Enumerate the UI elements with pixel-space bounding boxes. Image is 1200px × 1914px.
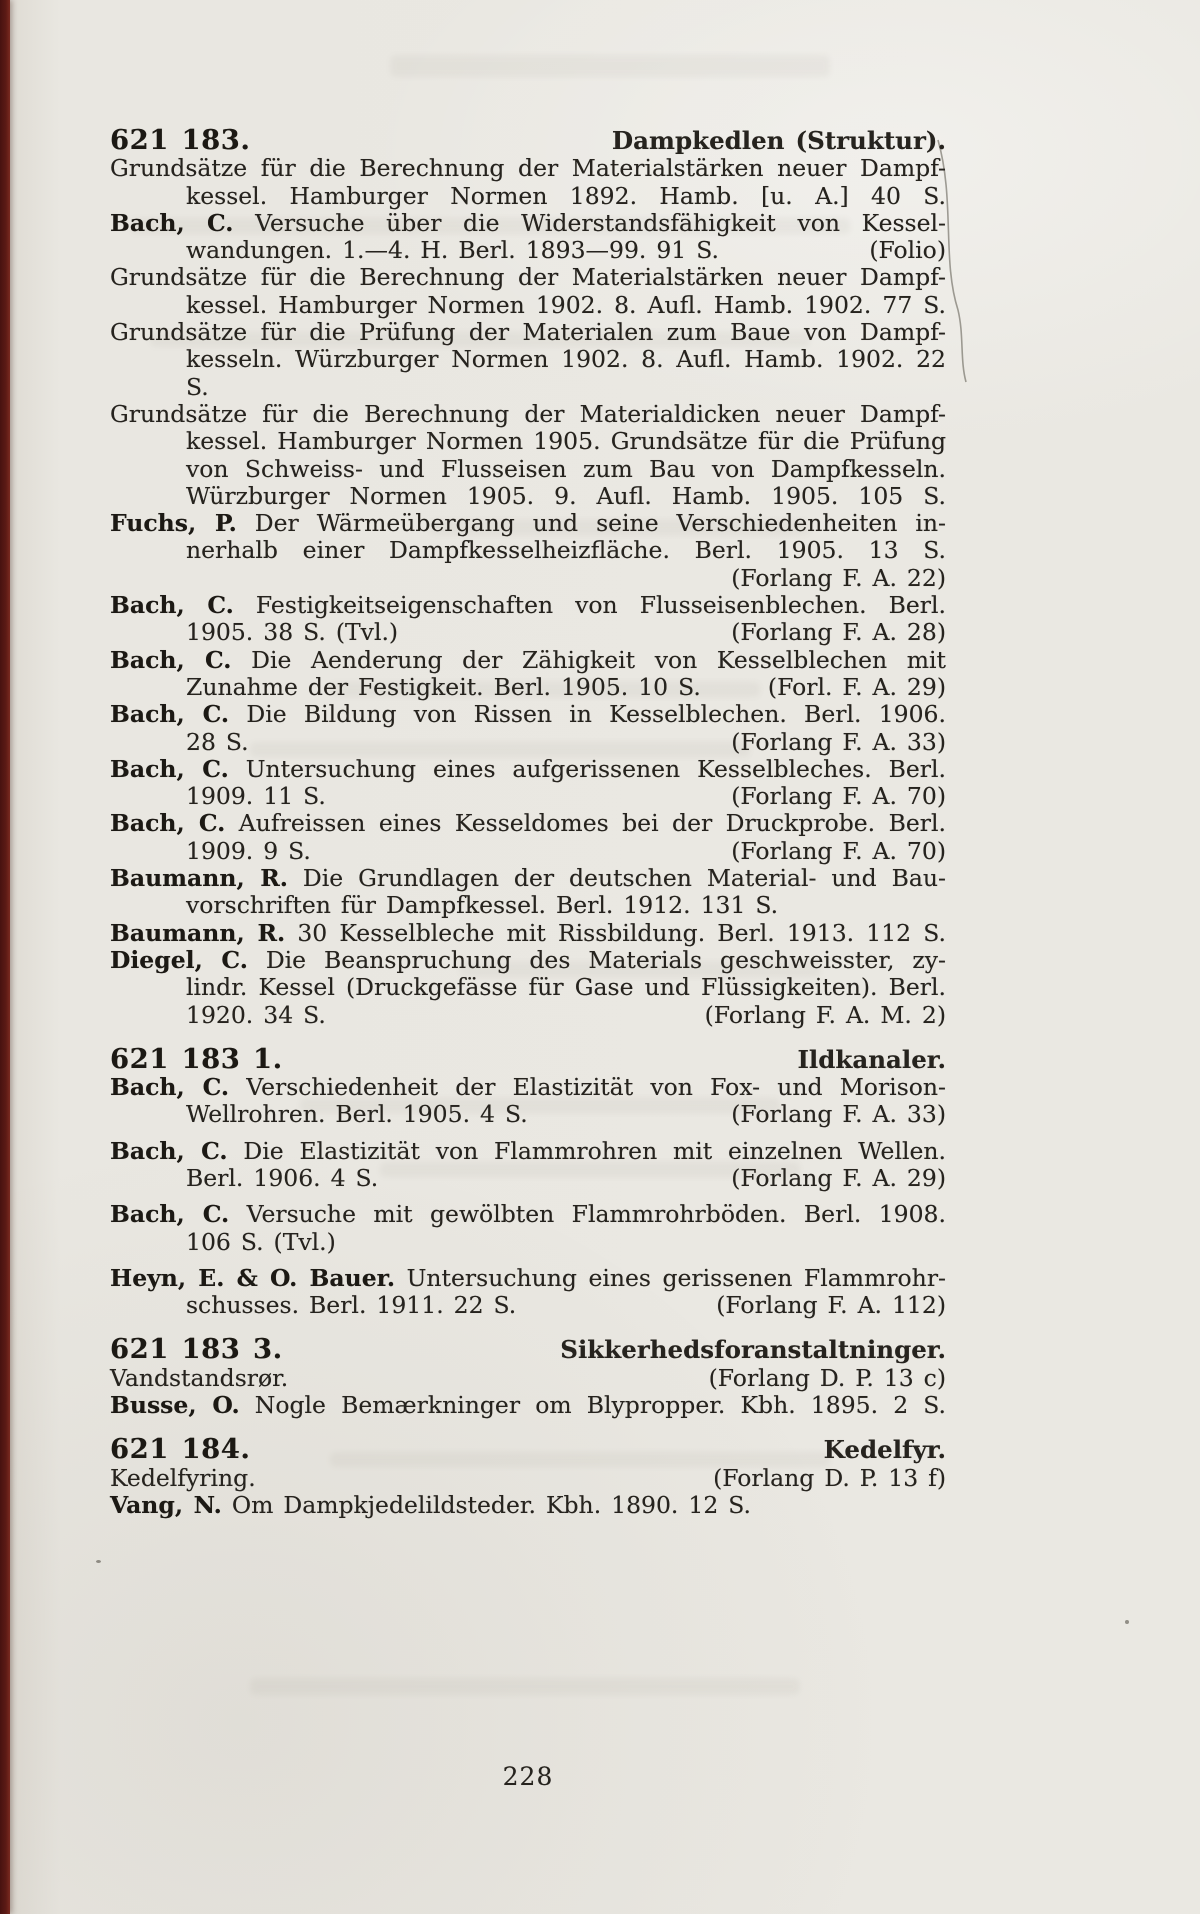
shelf-reference: (Forlang D. P. 13 c) bbox=[708, 1363, 946, 1392]
author-name: Busse, O. bbox=[110, 1391, 240, 1420]
line-left bbox=[110, 154, 946, 182]
line-left bbox=[110, 1333, 283, 1366]
entry-text: Zunahme der Festigkeit. Berl. 1905. 10 S. bbox=[186, 672, 701, 701]
line-left bbox=[186, 1101, 528, 1128]
entry-line bbox=[110, 1465, 946, 1492]
ink-speck bbox=[96, 1560, 101, 1563]
author-name: Bach, C. bbox=[110, 1200, 230, 1229]
entry-text: 30 Kesselbleche mit Rissbildung. Berl. 1913. 112 S. bbox=[297, 918, 946, 947]
entry-line bbox=[110, 428, 946, 455]
entry-text: schusses. Berl. 1911. 22 S. bbox=[186, 1291, 517, 1320]
entry-text: Aufreissen eines Kesseldomes bei der Druckprobe. Berl. bbox=[238, 809, 946, 838]
entry-text: lindr. Kessel (Druckgefässe für Gase und Flüssigkeiten). Berl. bbox=[186, 973, 946, 1002]
shelf-reference: (Forlang D. P. 13 f) bbox=[713, 1463, 946, 1492]
entry-line bbox=[110, 565, 946, 592]
section-code: 621 183 1. bbox=[110, 1042, 283, 1075]
section-header bbox=[110, 124, 946, 156]
entry-line bbox=[110, 1229, 946, 1256]
entry-text: Versuche mit gewölbten Flammrohrböden. Berl. 1908. bbox=[246, 1200, 946, 1229]
line-left bbox=[110, 209, 946, 237]
entry-line bbox=[110, 1002, 946, 1029]
entry-line bbox=[110, 1365, 946, 1392]
entry-text: wandungen. 1.—4. H. Berl. 1893—99. 91 S. bbox=[186, 236, 719, 265]
line-left bbox=[186, 1228, 336, 1256]
entry-text: Grundsätze für die Berechnung der Materialdicken neuer Dampf- bbox=[110, 399, 946, 428]
entry-text: Grundsätze für die Prüfung der Materialen zum Baue von Dampf- bbox=[110, 318, 946, 347]
entry-text: vorschriften für Dampfkessel. Berl. 1912. 131 S. bbox=[186, 891, 779, 920]
section-code: 621 183 3. bbox=[110, 1333, 283, 1366]
entry-text: Die Grundlagen der deutschen Material- und Bau- bbox=[302, 864, 946, 893]
entry-line bbox=[110, 810, 946, 837]
shelf-reference: (Forlang F. A. M. 2) bbox=[704, 1000, 946, 1029]
entry-line bbox=[110, 865, 946, 892]
entry-text: kessel. Hamburger Normen 1902. 8. Aufl. Hamb. 1902. 77 S. bbox=[186, 290, 946, 319]
entry-text: Grundsätze für die Berechnung der Materialstärken neuer Dampf- bbox=[110, 154, 946, 183]
entry-text: kessel. Hamburger Normen 1892. Hamb. [u. A.] 40 S. bbox=[186, 181, 946, 210]
line-left bbox=[110, 1264, 946, 1292]
author-name: Bach, C. bbox=[110, 645, 232, 674]
entry-line bbox=[110, 892, 946, 919]
shelf-reference: (Forlang F. A. 70) bbox=[731, 836, 946, 865]
section-title: Ildkanaler. bbox=[797, 1044, 946, 1074]
entry-line bbox=[110, 237, 946, 264]
entry-text: Om Dampkjedelildsteder. Kbh. 1890. 12 S. bbox=[231, 1490, 751, 1519]
entry-text: Grundsätze für die Berechnung der Materialstärken neuer Dampf- bbox=[110, 263, 946, 292]
entry-line bbox=[110, 1101, 946, 1128]
entry-text: 1909. 9 S. bbox=[186, 836, 311, 865]
entry-line bbox=[110, 1074, 946, 1101]
author-name: Baumann, R. bbox=[110, 918, 286, 947]
shelf-reference: (Forlang F. A. 28) bbox=[731, 618, 946, 647]
line-left bbox=[186, 1165, 378, 1192]
line-left bbox=[186, 973, 946, 1001]
author-name: Bach, C. bbox=[110, 208, 234, 237]
section-title: Dampkedlen (Struktur). bbox=[611, 126, 946, 155]
line-left bbox=[110, 591, 946, 619]
line-left bbox=[110, 1200, 946, 1228]
entry-line bbox=[110, 1292, 946, 1319]
entry-line bbox=[110, 729, 946, 756]
line-left bbox=[110, 1465, 256, 1492]
author-name: Bach, C. bbox=[110, 754, 229, 783]
entry-text: Nogle Bemærkninger om Blypropper. Kbh. 1895. 2 S. bbox=[254, 1391, 946, 1420]
entry-text: Würzburger Normen 1905. 9. Aufl. Hamb. 1905. 105 S. bbox=[186, 481, 946, 510]
entry-line bbox=[110, 1138, 946, 1165]
line-left bbox=[110, 1491, 751, 1519]
entry-line bbox=[110, 183, 946, 210]
line-left bbox=[186, 237, 719, 264]
shelf-reference: (Forlang F. A. 22) bbox=[731, 563, 946, 592]
line-left bbox=[110, 1073, 946, 1101]
line-left bbox=[186, 482, 946, 510]
line-left bbox=[186, 729, 249, 756]
line-left bbox=[110, 509, 946, 537]
line-left bbox=[186, 536, 946, 564]
bibliography-text-block bbox=[110, 110, 946, 1519]
entry-text: Die Bildung von Rissen in Kesselblechen. Berl. 1906. bbox=[246, 700, 946, 729]
entry-text: kessel. Hamburger Normen 1905. Grundsätze für die Prüfung bbox=[186, 427, 946, 456]
line-left bbox=[110, 263, 946, 291]
shelf-reference: (Forlang F. A. 33) bbox=[731, 727, 946, 756]
entry-line bbox=[110, 264, 946, 291]
ink-speck bbox=[1125, 1620, 1129, 1624]
entry-text: Verschiedenheit der Elastizität von Fox- und Morison- bbox=[246, 1073, 946, 1102]
entry-line bbox=[110, 537, 946, 564]
shelf-reference: (Forlang F. A. 33) bbox=[731, 1100, 946, 1129]
author-name: Bach, C. bbox=[110, 591, 234, 620]
entry-line bbox=[110, 1492, 946, 1519]
entry-line bbox=[110, 1165, 946, 1192]
section-title: Kedelfyr. bbox=[823, 1435, 946, 1465]
entry-text: 1905. 38 S. (Tvl.) bbox=[186, 618, 399, 647]
entry-text: Versuche über die Widerstandsfähigkeit von Kessel- bbox=[255, 208, 946, 237]
line-left bbox=[110, 755, 946, 783]
author-name: Bach, C. bbox=[110, 1136, 228, 1165]
entry-line bbox=[110, 401, 946, 428]
line-left bbox=[186, 291, 946, 319]
line-left bbox=[110, 809, 946, 837]
line-left bbox=[186, 1002, 326, 1029]
author-name: Diegel, C. bbox=[110, 945, 248, 974]
line-left bbox=[186, 182, 946, 210]
entry-line bbox=[110, 974, 946, 1001]
section-code: 621 184. bbox=[110, 1433, 251, 1466]
entry-text: nerhalb einer Dampfkesselheizfläche. Berl. 1905. 13 S. bbox=[186, 536, 946, 565]
line-left bbox=[110, 1042, 283, 1075]
entry-text: 1909. 11 S. bbox=[186, 782, 326, 811]
line-left bbox=[110, 919, 946, 947]
shelf-reference: (Forl. F. A. 29) bbox=[767, 672, 946, 701]
line-left bbox=[110, 1433, 251, 1466]
line-left bbox=[110, 318, 946, 346]
line-left bbox=[186, 783, 326, 810]
line-left bbox=[186, 891, 778, 919]
entry-line bbox=[110, 920, 946, 947]
entry-line bbox=[110, 456, 946, 483]
entry-line bbox=[110, 1201, 946, 1228]
entry-line bbox=[110, 838, 946, 865]
entry-line bbox=[110, 483, 946, 510]
entry-line bbox=[110, 947, 946, 974]
entry-line bbox=[110, 701, 946, 728]
line-left bbox=[186, 427, 946, 455]
line-left bbox=[110, 1365, 288, 1392]
line-left bbox=[110, 124, 251, 156]
author-name: Baumann, R. bbox=[110, 864, 288, 893]
shelf-reference: (Forlang F. A. 29) bbox=[731, 1163, 946, 1192]
entry-text: Die Elastizität von Flammrohren mit einzelnen Wellen. bbox=[243, 1136, 946, 1165]
line-left bbox=[110, 700, 946, 728]
entry-line bbox=[110, 674, 946, 701]
entry-line bbox=[110, 319, 946, 346]
line-left bbox=[110, 1137, 946, 1165]
line-left bbox=[186, 674, 701, 701]
entry-text: Vandstandsrør. bbox=[110, 1363, 289, 1392]
entry-text: 28 S. bbox=[186, 727, 249, 756]
entry-text: Wellrohren. Berl. 1905. 4 S. bbox=[186, 1100, 528, 1129]
section-header bbox=[110, 1042, 946, 1075]
entry-line bbox=[110, 756, 946, 783]
entry-text: kesseln. Würzburger Normen 1902. 8. Aufl. Hamb. 1902. 22 S. bbox=[186, 345, 946, 401]
entry-text: Kedelfyring. bbox=[110, 1463, 256, 1492]
entry-text: Der Wärmeübergang und seine Verschiedenheiten in- bbox=[254, 509, 946, 538]
entry-line bbox=[110, 346, 946, 401]
entry-text: Untersuchung eines aufgerissenen Kesselbleches. Berl. bbox=[245, 754, 946, 783]
author-name: Bach, C. bbox=[110, 1073, 230, 1102]
line-left bbox=[186, 619, 398, 646]
entry-line bbox=[110, 592, 946, 619]
entry-text: Untersuchung eines gerissenen Flammrohr- bbox=[406, 1263, 946, 1292]
line-left bbox=[110, 864, 946, 892]
entry-line bbox=[110, 647, 946, 674]
line-left bbox=[110, 646, 946, 674]
entry-text: Berl. 1906. 4 S. bbox=[186, 1163, 379, 1192]
entry-line bbox=[110, 619, 946, 646]
author-name: Bach, C. bbox=[110, 700, 230, 729]
book-spine-edge bbox=[0, 0, 10, 1914]
line-left bbox=[110, 1391, 946, 1419]
section-code: 621 183. bbox=[110, 124, 251, 156]
entry-text: 106 S. (Tvl.) bbox=[186, 1227, 336, 1256]
shelf-reference: (Folio) bbox=[869, 236, 946, 265]
entry-text: Die Beanspruchung des Materials geschweisster, zy- bbox=[265, 945, 946, 974]
line-left bbox=[110, 946, 946, 974]
line-left bbox=[186, 838, 311, 865]
author-name: Fuchs, P. bbox=[110, 509, 237, 538]
line-left bbox=[186, 1292, 516, 1319]
author-name: Bach, C. bbox=[110, 809, 226, 838]
line-left bbox=[110, 400, 946, 428]
author-name: Vang, N. bbox=[110, 1490, 222, 1519]
entry-line bbox=[110, 155, 946, 182]
entry-line bbox=[110, 210, 946, 237]
shelf-reference: (Forlang F. A. 70) bbox=[731, 782, 946, 811]
entry-text: Die Aenderung der Zähigkeit von Kesselblechen mit bbox=[251, 645, 946, 674]
entry-line bbox=[110, 510, 946, 537]
entry-line bbox=[110, 1265, 946, 1292]
entry-text: von Schweiss- und Flusseisen zum Bau von Dampfkesseln. bbox=[186, 454, 946, 483]
line-left bbox=[186, 455, 946, 483]
entry-text: 1920. 34 S. bbox=[186, 1000, 326, 1029]
page-number: 228 bbox=[502, 1762, 554, 1791]
entry-text: Festigkeitseigenschaften von Flusseisenblechen. Berl. bbox=[255, 591, 946, 620]
author-name: Heyn, E. & O. Bauer. bbox=[110, 1263, 396, 1292]
entry-line bbox=[110, 292, 946, 319]
shelf-reference: (Forlang F. A. 112) bbox=[716, 1291, 946, 1320]
section-title: Sikkerhedsforanstaltninger. bbox=[560, 1335, 946, 1365]
section-header bbox=[110, 1433, 946, 1466]
entry-line bbox=[110, 1392, 946, 1419]
entry-line bbox=[110, 783, 946, 810]
line-left bbox=[186, 345, 946, 400]
section-header bbox=[110, 1333, 946, 1366]
